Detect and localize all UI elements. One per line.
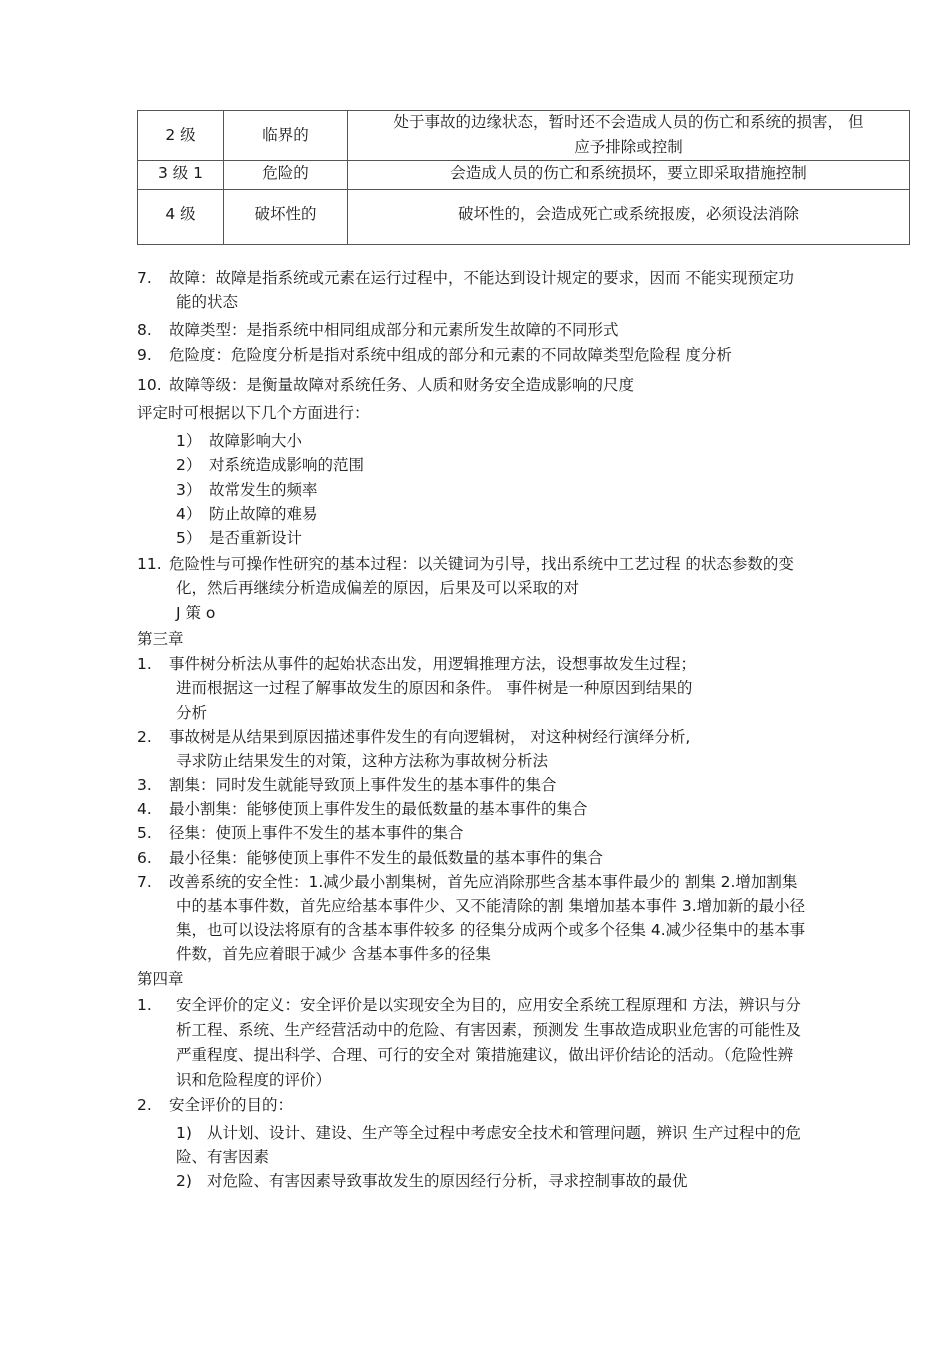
sublist-number: 2) [176, 1172, 192, 1190]
list-item-text: 最小割集：能够使顶上事件发生的最低数量的基本事件的集合 [169, 800, 588, 818]
list-item-number: 3. [137, 776, 152, 794]
list-item-text: 故障：故障是指系统或元素在运行过程中，不能达到设计规定的要求，因而 不能实现预定功 [169, 269, 794, 287]
table-cell-desc: 会造成人员的伤亡和系统损坏，要立即采取措施控制 [450, 164, 807, 182]
sublist-number: 5） [176, 529, 202, 547]
sublist-text: 故障影响大小 [209, 432, 303, 450]
table-border-top [137, 110, 910, 111]
list-item-text: 集，也可以设法将原有的含基本事件较多 的径集分成两个或多个径集 4.减少径集中的基本事 [176, 921, 806, 939]
list-item-text: 安全评价的目的： [169, 1096, 294, 1114]
list-item-text: 析工程、系统、生产经营活动中的危险、有害因素，预测发 生事故造成职业危害的可能性及 [176, 1021, 801, 1039]
table-border-bottom [137, 244, 910, 245]
list-item-text: 改善系统的安全性：1.减少最小割集树，首先应消除那些含基本事件最少的 割集 2.增加割集 [169, 873, 798, 891]
list-item-number: 5. [137, 824, 152, 842]
table-cell-name: 危险的 [262, 164, 309, 182]
list-item-number: 8. [137, 321, 152, 339]
sublist-text: 是否重新设计 [209, 529, 303, 547]
sublist-text: 故常发生的频率 [209, 481, 318, 499]
list-item-number: 7. [137, 269, 152, 287]
list-item-number: 11. [137, 555, 162, 573]
list-item-number: 2. [137, 1096, 152, 1114]
list-item-text: 安全评价的定义：安全评价是以实现安全为目的，应用安全系统工程原理和 方法，辨识与分 [176, 996, 801, 1014]
list-item-text: 分析 [176, 704, 208, 722]
list-item-number: 10. [137, 376, 162, 394]
chapter-heading: 第三章 [137, 630, 184, 648]
list-item-text: 危险性与可操作性研究的基本过程：以关键词为引导，找出系统中工艺过程 的状态参数的变 [169, 555, 794, 573]
list-item-text: 严重程度、提出科学、合理、可行的安全对 策措施建议，做出评价结论的活动。（危险性辨 [176, 1046, 794, 1064]
table-cell-desc: 应予排除或控制 [574, 138, 683, 156]
list-item-number: 4. [137, 800, 152, 818]
list-item-number: 1. [137, 655, 152, 673]
sublist-text: 对系统造成影响的范围 [209, 456, 365, 474]
list-item-number: 6. [137, 849, 152, 867]
sublist-number: 4） [176, 505, 202, 523]
list-item-text: 化，然后再继续分析造成偏差的原因，后果及可以采取的对 [176, 579, 580, 597]
sublist-number: 2） [176, 456, 202, 474]
list-item-number: 7. [137, 873, 152, 891]
chapter-heading: 第四章 [137, 970, 184, 988]
list-item-text: 寻求防止结果发生的对策，这种方法称为事故树分析法 [176, 752, 549, 770]
list-item-text: 识和危险程度的评价） [176, 1071, 332, 1089]
list-item-text: 能的状态 [176, 293, 239, 311]
table-cell-desc: 处于事故的边缘状态，暂时还不会造成人员的伤亡和系统的损害， 但 [393, 113, 864, 131]
list-item-number: 9. [137, 346, 152, 364]
list-item-text: 中的基本事件数，首先应给基本事件少、又不能清除的割 集增加基本事件 3.增加新的最小径 [176, 897, 806, 915]
table-row-divider [137, 160, 910, 161]
list-item-text: 进而根据这一过程了解事故发生的原因和条件。 事件树是一种原因到结果的 [176, 679, 693, 697]
table-cell-level: 4 级 [165, 205, 196, 223]
sublist-text: 对危险、有害因素导致事故发生的原因经行分析，寻求控制事故的最优 [207, 1172, 688, 1190]
sublist-text: 险、有害因素 [176, 1148, 270, 1166]
list-item-text: 径集：使顶上事件不发生的基本事件的集合 [169, 824, 464, 842]
paragraph-text: 评定时可根据以下几个方面进行： [137, 404, 370, 422]
table-cell-desc: 破坏性的，会造成死亡或系统报废，必须设法消除 [457, 205, 799, 223]
sublist-number: 3） [176, 481, 202, 499]
table-cell-level: 3 级 1 [157, 164, 204, 182]
list-item-text: 事件树分析法从事件的起始状态出发，用逻辑推理方法，设想事故发生过程； [169, 655, 697, 673]
list-item-number: 2. [137, 728, 152, 746]
sublist-text: 防止故障的难易 [209, 505, 318, 523]
list-item-text: 最小径集：能够使顶上事件不发生的最低数量的基本事件的集合 [169, 849, 604, 867]
list-item-text: 故障类型：是指系统中相同组成部分和元素所发生故障的不同形式 [169, 321, 619, 339]
table-cell-level: 2 级 [165, 126, 196, 144]
table-row-divider [137, 189, 910, 190]
list-item-text: J 策 o [176, 604, 216, 622]
list-item-text: 件数，首先应着眼于减少 含基本事件多的径集 [176, 945, 491, 963]
list-item-text: 事故树是从结果到原因描述事件发生的有向逻辑树， 对这种树经行演绎分析, [169, 728, 691, 746]
list-item-text: 割集：同时发生就能导致顶上事件发生的基本事件的集合 [169, 776, 557, 794]
sublist-number: 1） [176, 432, 202, 450]
list-item-number: 1. [137, 996, 152, 1014]
table-cell-name: 破坏性的 [254, 205, 317, 223]
table-border-right [909, 110, 910, 245]
list-item-text: 危险度：危险度分析是指对系统中组成的部分和元素的不同故障类型危险程 度分析 [169, 346, 732, 364]
sublist-text: 从计划、设计、建设、生产等全过程中考虑安全技术和管理问题，辨识 生产过程中的危 [207, 1124, 801, 1142]
table-cell-name: 临界的 [262, 126, 309, 144]
sublist-number: 1) [176, 1124, 192, 1142]
list-item-text: 故障等级：是衡量故障对系统任务、人质和财务安全造成影响的尺度 [169, 376, 635, 394]
